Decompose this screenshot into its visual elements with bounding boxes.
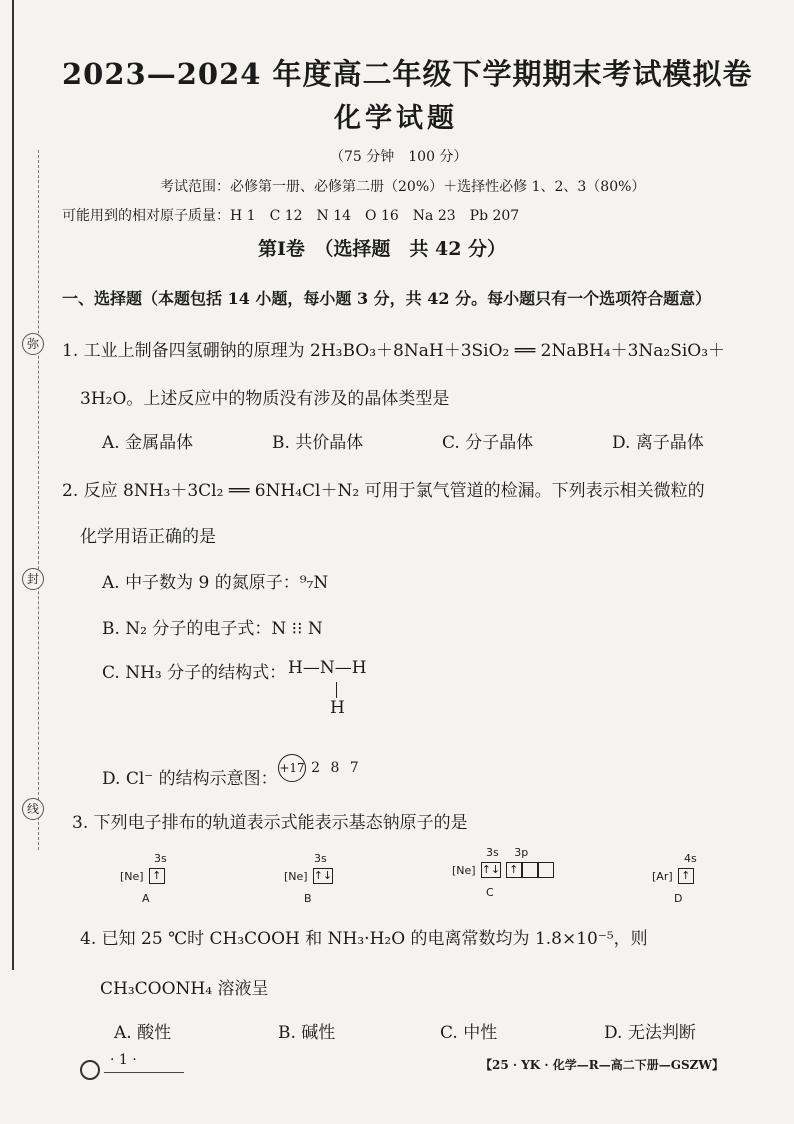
orbital-label: 3s <box>154 852 167 865</box>
q3-option-a <box>120 852 167 905</box>
q1-option-b: B. 共价晶体 <box>272 433 364 453</box>
orbital-box: ↑↓ <box>313 868 333 882</box>
q1-line1: 1. 工业上制备四氢硼钠的原理为 2H₃BO₃＋8NaH＋3SiO₂ ══ 2NaBH₄＋3Na₂SiO₃＋ <box>62 341 726 361</box>
core-config: [Ne] <box>284 870 308 883</box>
q3-stem: 3. 下列电子排布的轨道表示式能表示基态钠原子的是 <box>72 813 468 833</box>
orbital-box: ↑ <box>678 868 694 884</box>
atomic-masses: 可能用到的相对原子质量：H 1 C 12 N 14 O 16 Na 23 Pb 207 <box>62 208 520 224</box>
orbital-box-p3 <box>538 862 554 878</box>
orbital-box: ↑ <box>149 868 165 884</box>
option-label: B <box>304 892 312 905</box>
q4-option-b: B. 碱性 <box>278 1023 336 1043</box>
option-label: A <box>142 892 150 905</box>
electron-shells: 2 8 7 <box>311 760 362 776</box>
core-config: [Ne] <box>452 864 476 877</box>
q2-structure-top: H—N—H <box>288 658 367 678</box>
q1-line2: 3H₂O。上述反应中的物质没有涉及的晶体类型是 <box>80 389 450 409</box>
q2-line1: 2. 反应 8NH₃＋3Cl₂ ══ 6NH₄Cl＋N₂ 可用于氯气管道的检漏。下列表示相关微粒的 <box>62 481 705 501</box>
q2-structure-bottom: H <box>330 698 345 718</box>
q3-option-d <box>652 852 697 905</box>
q2-option-b: B. N₂ 分子的电子式：N ⁝⁝ N <box>102 619 323 639</box>
exam-title: 2023—2024 年度高二年级下学期期末考试模拟卷 <box>62 57 753 91</box>
q4-option-a: A. 酸性 <box>114 1023 172 1043</box>
q2-option-c-prefix: C. NH₃ 分子的结构式： <box>102 663 287 683</box>
page-edge <box>0 0 14 970</box>
q2-line2: 化学用语正确的是 <box>80 527 216 547</box>
option-label: C <box>486 886 494 899</box>
q1-option-d: D. 离子晶体 <box>612 433 704 453</box>
orbital-label: 4s <box>684 852 697 865</box>
q4-line2: CH₃COONH₄ 溶液呈 <box>100 979 269 999</box>
section-instruction: 一、选择题（本题包括 14 小题，每小题 3 分，共 42 分。每小题只有一个选项符合题意） <box>62 289 712 308</box>
core-config: [Ar] <box>652 870 673 883</box>
q3-option-b <box>284 852 333 905</box>
lightbulb-icon <box>80 1060 100 1080</box>
exam-scope: 考试范围：必修第一册、必修第二册（20%）＋选择性必修 1、2、3（80%） <box>160 179 646 195</box>
orbital-box-p2 <box>522 862 538 878</box>
q4-option-d: D. 无法判断 <box>604 1023 696 1043</box>
orbital-box-s: ↑↓ <box>481 862 501 876</box>
orbital-label-p: 3p <box>514 846 529 859</box>
subject-title: 化学试题 <box>334 103 458 134</box>
q2-option-d-prefix: D. Cl⁻ 的结构示意图： <box>102 769 278 789</box>
q1-option-a: A. 金属晶体 <box>102 433 194 453</box>
page-number: · 1 · <box>110 1052 137 1068</box>
footer-rule <box>104 1072 184 1073</box>
core-config: [Ne] <box>120 870 144 883</box>
q4-option-c: C. 中性 <box>440 1023 498 1043</box>
binding-char-1: 弥 <box>22 333 44 355</box>
orbital-label-s: 3s <box>486 846 499 859</box>
section-title: 第Ⅰ卷 （选择题 共 42 分） <box>258 238 507 260</box>
nucleus-circle: +17 <box>278 754 306 782</box>
time-score: （75 分钟 100 分） <box>330 149 468 165</box>
binding-char-2: 封 <box>22 568 44 590</box>
q1-option-c: C. 分子晶体 <box>442 433 534 453</box>
q3-option-c <box>452 846 554 899</box>
binding-char-3: 线 <box>22 798 44 820</box>
q2-structure-bond <box>336 682 337 698</box>
orbital-box-p1: ↑ <box>506 862 522 878</box>
orbital-label: 3s <box>314 852 327 865</box>
q4-line1: 4. 已知 25 ℃时 CH₃COOH 和 NH₃·H₂O 的电离常数均为 1.8×10⁻⁵，则 <box>80 929 648 949</box>
q2-option-a: A. 中子数为 9 的氮原子：⁹₇N <box>102 573 329 593</box>
option-label: D <box>674 892 683 905</box>
cl-ion-diagram <box>278 754 362 782</box>
binding-line <box>38 150 39 850</box>
exam-code: 【25 · YK · 化学—R—高二下册—GSZW】 <box>480 1058 724 1072</box>
